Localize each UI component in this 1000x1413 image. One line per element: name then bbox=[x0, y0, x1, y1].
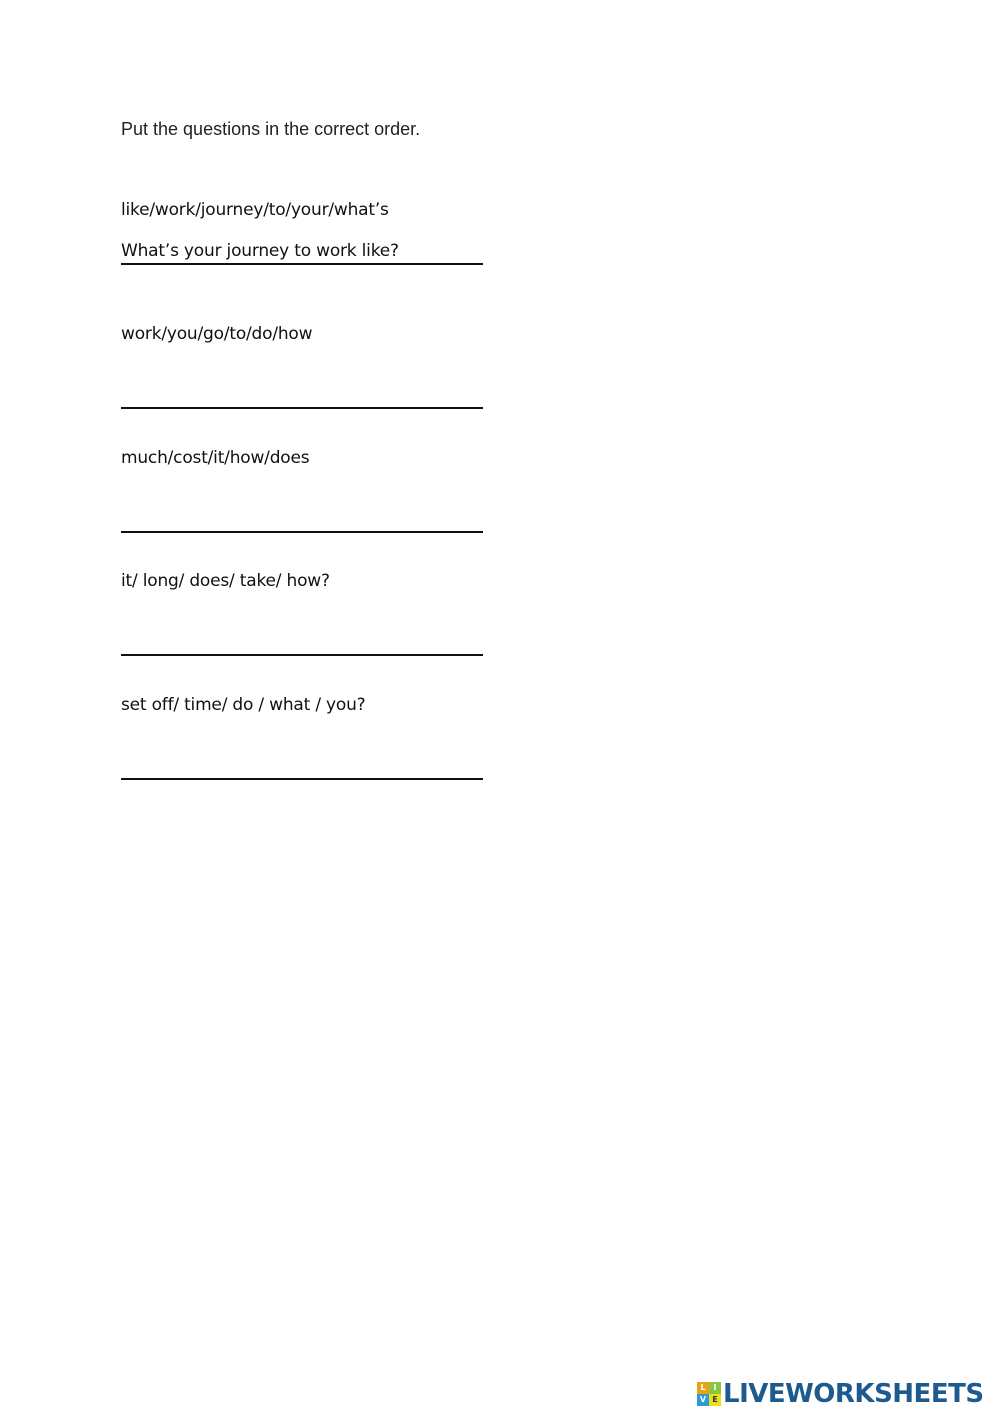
question-prompt: much/cost/it/how/does bbox=[121, 448, 310, 468]
liveworksheets-logo-icon bbox=[697, 1382, 721, 1406]
question-prompt: like/work/journey/to/your/what’s bbox=[121, 200, 389, 220]
logo-tile: V bbox=[697, 1394, 709, 1406]
question-item bbox=[121, 695, 483, 815]
answer-field[interactable]: What’s your journey to work like? bbox=[121, 241, 483, 265]
question-item bbox=[121, 571, 483, 691]
brand-name: LIVEWORKSHEETS bbox=[723, 1379, 984, 1409]
question-item bbox=[121, 324, 483, 444]
logo-tile: E bbox=[709, 1394, 721, 1406]
instruction-text: Put the questions in the correct order. bbox=[121, 119, 421, 139]
answer-field[interactable] bbox=[121, 632, 483, 656]
question-prompt: work/you/go/to/do/how bbox=[121, 324, 313, 344]
liveworksheets-brand bbox=[697, 1377, 984, 1411]
question-prompt: set off/ time/ do / what / you? bbox=[121, 695, 366, 715]
answer-field[interactable] bbox=[121, 509, 483, 533]
question-prompt: it/ long/ does/ take/ how? bbox=[121, 571, 330, 591]
logo-tile: I bbox=[709, 1382, 721, 1394]
answer-field[interactable] bbox=[121, 385, 483, 409]
question-item bbox=[121, 448, 483, 568]
answer-field[interactable] bbox=[121, 756, 483, 780]
question-item bbox=[121, 200, 483, 320]
logo-tile: L bbox=[697, 1382, 709, 1394]
